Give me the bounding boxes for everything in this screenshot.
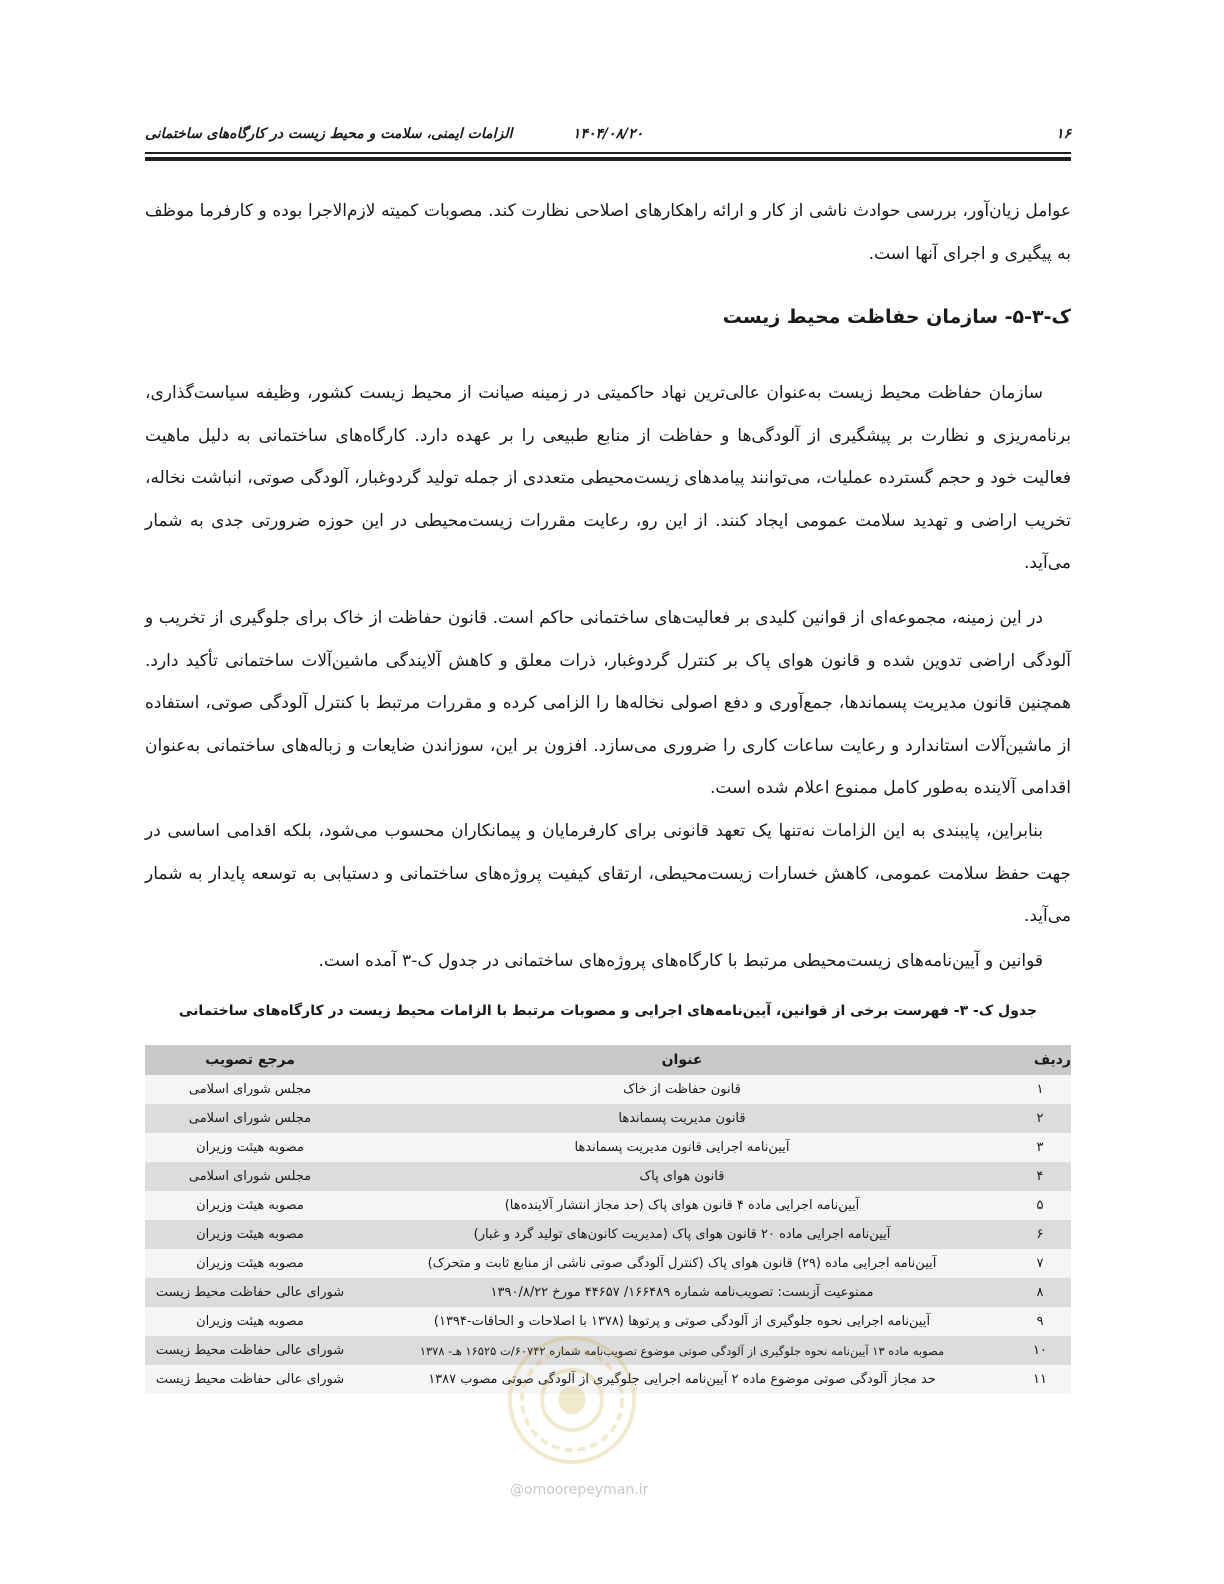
row-index: ۹ xyxy=(1009,1307,1071,1336)
row-index: ۲ xyxy=(1009,1104,1071,1133)
row-reference: مجلس شورای اسلامی xyxy=(145,1104,355,1133)
row-title: آیین‌نامه اجرایی ماده ۲۰ قانون هوای پاک (مدیریت کانون‌های تولید گرد و غبار) xyxy=(355,1220,1009,1249)
row-reference: شورای عالی حفاظت محیط زیست xyxy=(145,1365,355,1394)
row-title: آیین‌نامه اجرایی ماده ۴ قانون هوای پاک (حد مجاز انتشار آلاینده‌ها) xyxy=(355,1191,1009,1220)
row-title: حد مجاز آلودگی صوتی موضوع ماده ۲ آیین‌نامه اجرایی جلوگیری از آلودگی صوتی مصوب ۱۳۸۷ xyxy=(355,1365,1009,1394)
row-title: آیین‌نامه اجرایی ماده (۲۹) قانون هوای پاک (کنترل آلودگی صوتی ناشی از منابع ثابت و متحرک) xyxy=(355,1249,1009,1278)
header-date: ۱۴۰۴/۰۸/۲۰ xyxy=(572,126,644,142)
row-reference: مجلس شورای اسلامی xyxy=(145,1075,355,1104)
row-index: ۶ xyxy=(1009,1220,1071,1249)
table-caption: جدول ک- ۳- فهرست برخی از قوانین، آیین‌نامه‌های اجرایی و مصوبات مرتبط با الزامات محیط زیست در کارگاه‌های ساختمانی xyxy=(178,1003,1038,1019)
table-row xyxy=(145,1075,1071,1104)
col-header-title: عنوان xyxy=(355,1045,1009,1075)
row-title: ممنوعیت آزبست: تصویب‌نامه شماره ۱۶۶۴۸۹/ ۴۴۶۵۷ مورخ ۱۳۹۰/۸/۲۲ xyxy=(355,1278,1009,1307)
table-row xyxy=(145,1249,1071,1278)
paragraph-2: در این زمینه، مجموعه‌ای از قوانین کلیدی بر فعالیت‌های ساختمانی حاکم است. قانون حفاظت از خاک برای جلوگیری از تخریب و آلودگی اراضی تدوین شده و قانون هوای پاک بر کنترل گردوغبار، ذرات معلق و کاهش آلایندگی ماشین‌آلات ساختمانی تأکید دارد. همچنین قانون مدیریت پسماندها، جمع‌آوری و دفع اصولی نخاله‌ها را الزامی کرده و مقررات مرتبط با کنترل آلودگی صوتی، استفاده از ماشین‌آلات استاندارد و رعایت ساعات کاری را ضروری می‌سازد. افزون بر این، سوزاندن ضایعات و زباله‌های ساختمانی به‌عنوان اقدامی آلاینده به‌طور کامل ممنوع اعلام شده است. xyxy=(145,608,1071,798)
row-index: ۷ xyxy=(1009,1249,1071,1278)
col-header-index: ردیف xyxy=(1009,1045,1071,1075)
row-reference: مصوبه هیئت وزیران xyxy=(145,1249,355,1278)
row-reference: مصوبه هیئت وزیران xyxy=(145,1191,355,1220)
header-title: الزامات ایمنی، سلامت و محیط زیست در کارگاه‌های ساختمانی xyxy=(145,126,513,142)
row-title: آیین‌نامه اجرایی قانون مدیریت پسماندها xyxy=(355,1133,1009,1162)
row-title: قانون هوای پاک xyxy=(355,1162,1009,1191)
table-row xyxy=(145,1104,1071,1133)
row-index: ۳ xyxy=(1009,1133,1071,1162)
paragraph-3: بنابراین، پایبندی به این الزامات نه‌تنها یک تعهد قانونی برای کارفرمایان و پیمانکاران محسوب می‌شود، بلکه اقدامی اساسی در جهت حفظ سلامت عمومی، کاهش خسارات زیست‌محیطی، ارتقای کیفیت پروژه‌های ساختمانی و دستیابی به توسعه پایدار به شمار می‌آید. xyxy=(145,821,1071,926)
col-header-reference: مرجع تصویب xyxy=(145,1045,355,1075)
row-title: قانون مدیریت پسماندها xyxy=(355,1104,1009,1133)
row-reference: مصوبه هیئت وزیران xyxy=(145,1133,355,1162)
section-heading: ک-۳-۵- سازمان حفاظت محیط زیست xyxy=(722,306,1071,328)
row-reference: شورای عالی حفاظت محیط زیست xyxy=(145,1336,355,1365)
intro-paragraph: عوامل زیان‌آور، بررسی حوادث ناشی از کار و ارائه راهکارهای اصلاحی نظارت کند. مصوبات کمیته لازم‌الاجرا بوده و کارفرما موظف به پیگیری و اجرای آنها است. xyxy=(145,201,1071,264)
table-row xyxy=(145,1220,1071,1249)
paragraph-4: قوانین و آیین‌نامه‌های زیست‌محیطی مرتبط با کارگاه‌های پروژه‌های ساختمانی در جدول ک-۳ آمده است. xyxy=(318,951,1043,971)
row-title: آیین‌نامه اجرایی نحوه جلوگیری از آلودگی صوتی و پرتوها (۱۳۷۸ با اصلاحات و الحاقات-۱۳۹۴) xyxy=(355,1307,1009,1336)
row-title: مصوبه ماده ۱۳ آیین‌نامه نحوه جلوگیری از آلودگی صوتی موضوع تصویب‌نامه شماره ۶۰۷۴۲/ت ۱۶۵۲۵ هـ- ۱۳۷۸ xyxy=(355,1336,1009,1365)
row-reference: شورای عالی حفاظت محیط زیست xyxy=(145,1278,355,1307)
row-reference: مصوبه هیئت وزیران xyxy=(145,1307,355,1336)
page-number: ۱۶ xyxy=(1055,126,1071,142)
table-row xyxy=(145,1191,1071,1220)
page-header xyxy=(145,120,1071,150)
header-rule-thick xyxy=(145,157,1071,161)
header-rule-thin xyxy=(145,152,1071,154)
gear-seal-icon xyxy=(502,1330,642,1470)
row-index: ۴ xyxy=(1009,1162,1071,1191)
row-reference: مجلس شورای اسلامی xyxy=(145,1162,355,1191)
row-title: قانون حفاظت از خاک xyxy=(355,1075,1009,1104)
row-index: ۸ xyxy=(1009,1278,1071,1307)
table-row xyxy=(145,1278,1071,1307)
watermark-text: @omoorepeyman.ir xyxy=(510,1482,649,1498)
paragraph-1: سازمان حفاظت محیط زیست به‌عنوان عالی‌ترین نهاد حاکمیتی در زمینه صیانت از محیط زیست کشور، وظیفه سیاست‌گذاری، برنامه‌ریزی و نظارت بر پیشگیری از آلودگی‌ها و حفاظت از منابع طبیعی را بر عهده دارد. کارگاه‌های ساختمانی به دلیل ماهیت فعالیت خود و حجم گسترده عملیات، می‌توانند پیامدهای زیست‌محیطی متعددی از جمله تولید گردوغبار، آلودگی صوتی، انباشت نخاله، تخریب اراضی و تهدید سلامت عمومی ایجاد کنند. از این رو، رعایت مقررات زیست‌محیطی در این حوزه ضرورتی جدی به شمار می‌آید. xyxy=(145,383,1071,573)
row-index: ۱۱ xyxy=(1009,1365,1071,1394)
table-header-row xyxy=(145,1045,1071,1075)
row-index: ۱ xyxy=(1009,1075,1071,1104)
table-row xyxy=(145,1133,1071,1162)
row-index: ۱۰ xyxy=(1009,1336,1071,1365)
row-reference: مصوبه هیئت وزیران xyxy=(145,1220,355,1249)
table-row xyxy=(145,1162,1071,1191)
row-index: ۵ xyxy=(1009,1191,1071,1220)
